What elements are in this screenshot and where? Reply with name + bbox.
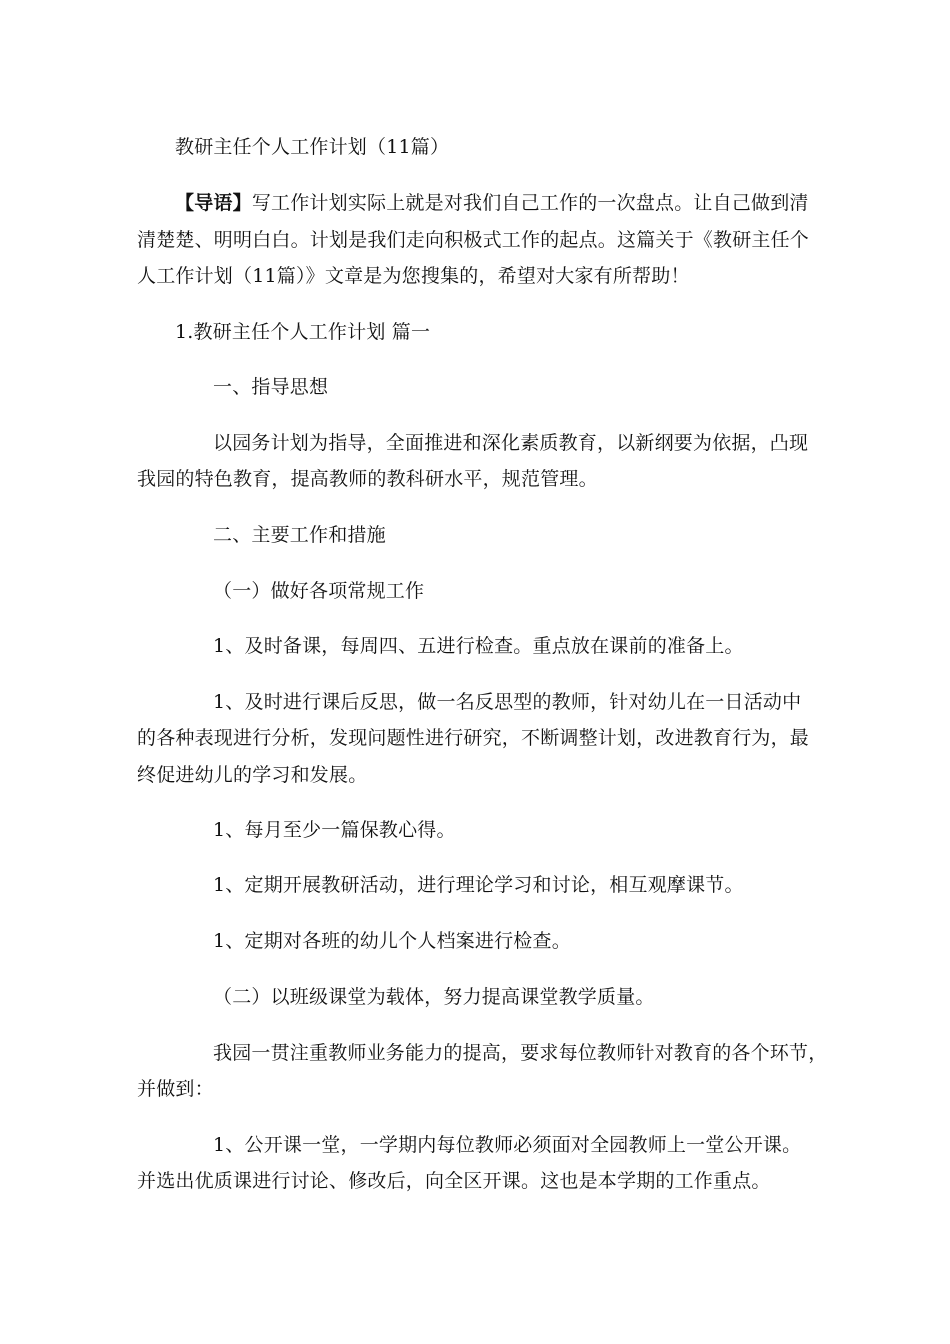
section1-heading: 1.教研主任个人工作计划 篇一 xyxy=(175,321,431,343)
document-title: 教研主任个人工作计划（11篇） xyxy=(175,136,450,158)
item-3: 1、每月至少一篇保教心得。 xyxy=(213,819,456,841)
item-2-line-3: 终促进幼儿的学习和发展。 xyxy=(137,764,368,786)
sub2-item-1-line-1: 1、公开课一堂，一学期内每位教师必须面对全园教师上一堂公开课。 xyxy=(213,1134,802,1156)
intro-line-1 xyxy=(175,189,809,217)
item-1: 1、及时备课，每周四、五进行检查。重点放在课前的准备上。 xyxy=(213,635,744,657)
sub2-heading: （二）以班级课堂为载体，努力提高课堂教学质量。 xyxy=(213,986,655,1008)
part1-paragraph-line-2: 我园的特色教育，提高教师的教科研水平，规范管理。 xyxy=(137,468,598,490)
intro-line-3: 人工作计划（11篇）》文章是为您搜集的，希望对大家有所帮助！ xyxy=(137,265,690,287)
part1-heading: 一、指导思想 xyxy=(213,376,329,398)
intro-label: 【导语】 xyxy=(175,192,252,214)
item-5: 1、定期对各班的幼儿个人档案进行检查。 xyxy=(213,930,571,952)
sub2-paragraph-line-1: 我园一贯注重教师业务能力的提高，要求每位教师针对教育的各个环节， xyxy=(213,1042,828,1064)
part1-paragraph-line-1: 以园务计划为指导，全面推进和深化素质教育，以新纲要为依据，凸现 xyxy=(213,432,809,454)
item-2-line-1: 1、及时进行课后反思，做一名反思型的教师，针对幼儿在一日活动中 xyxy=(213,691,802,713)
item-2-line-2: 的各种表现进行分析，发现问题性进行研究，不断调整计划，改进教育行为，最 xyxy=(137,727,810,749)
part2-heading: 二、主要工作和措施 xyxy=(213,524,386,546)
intro-line-2: 清楚楚、明明白白。计划是我们走向积极式工作的起点。这篇关于《教研主任个 xyxy=(137,229,810,251)
intro-text-1: 写工作计划实际上就是对我们自己工作的一次盘点。让自己做到清 xyxy=(251,192,809,214)
sub2-item-1-line-2: 并选出优质课进行讨论、修改后，向全区开课。这也是本学期的工作重点。 xyxy=(137,1170,771,1192)
sub2-paragraph-line-2: 并做到： xyxy=(137,1078,214,1100)
sub1-heading: （一）做好各项常规工作 xyxy=(213,580,425,602)
item-4: 1、定期开展教研活动，进行理论学习和讨论，相互观摩课节。 xyxy=(213,874,744,896)
